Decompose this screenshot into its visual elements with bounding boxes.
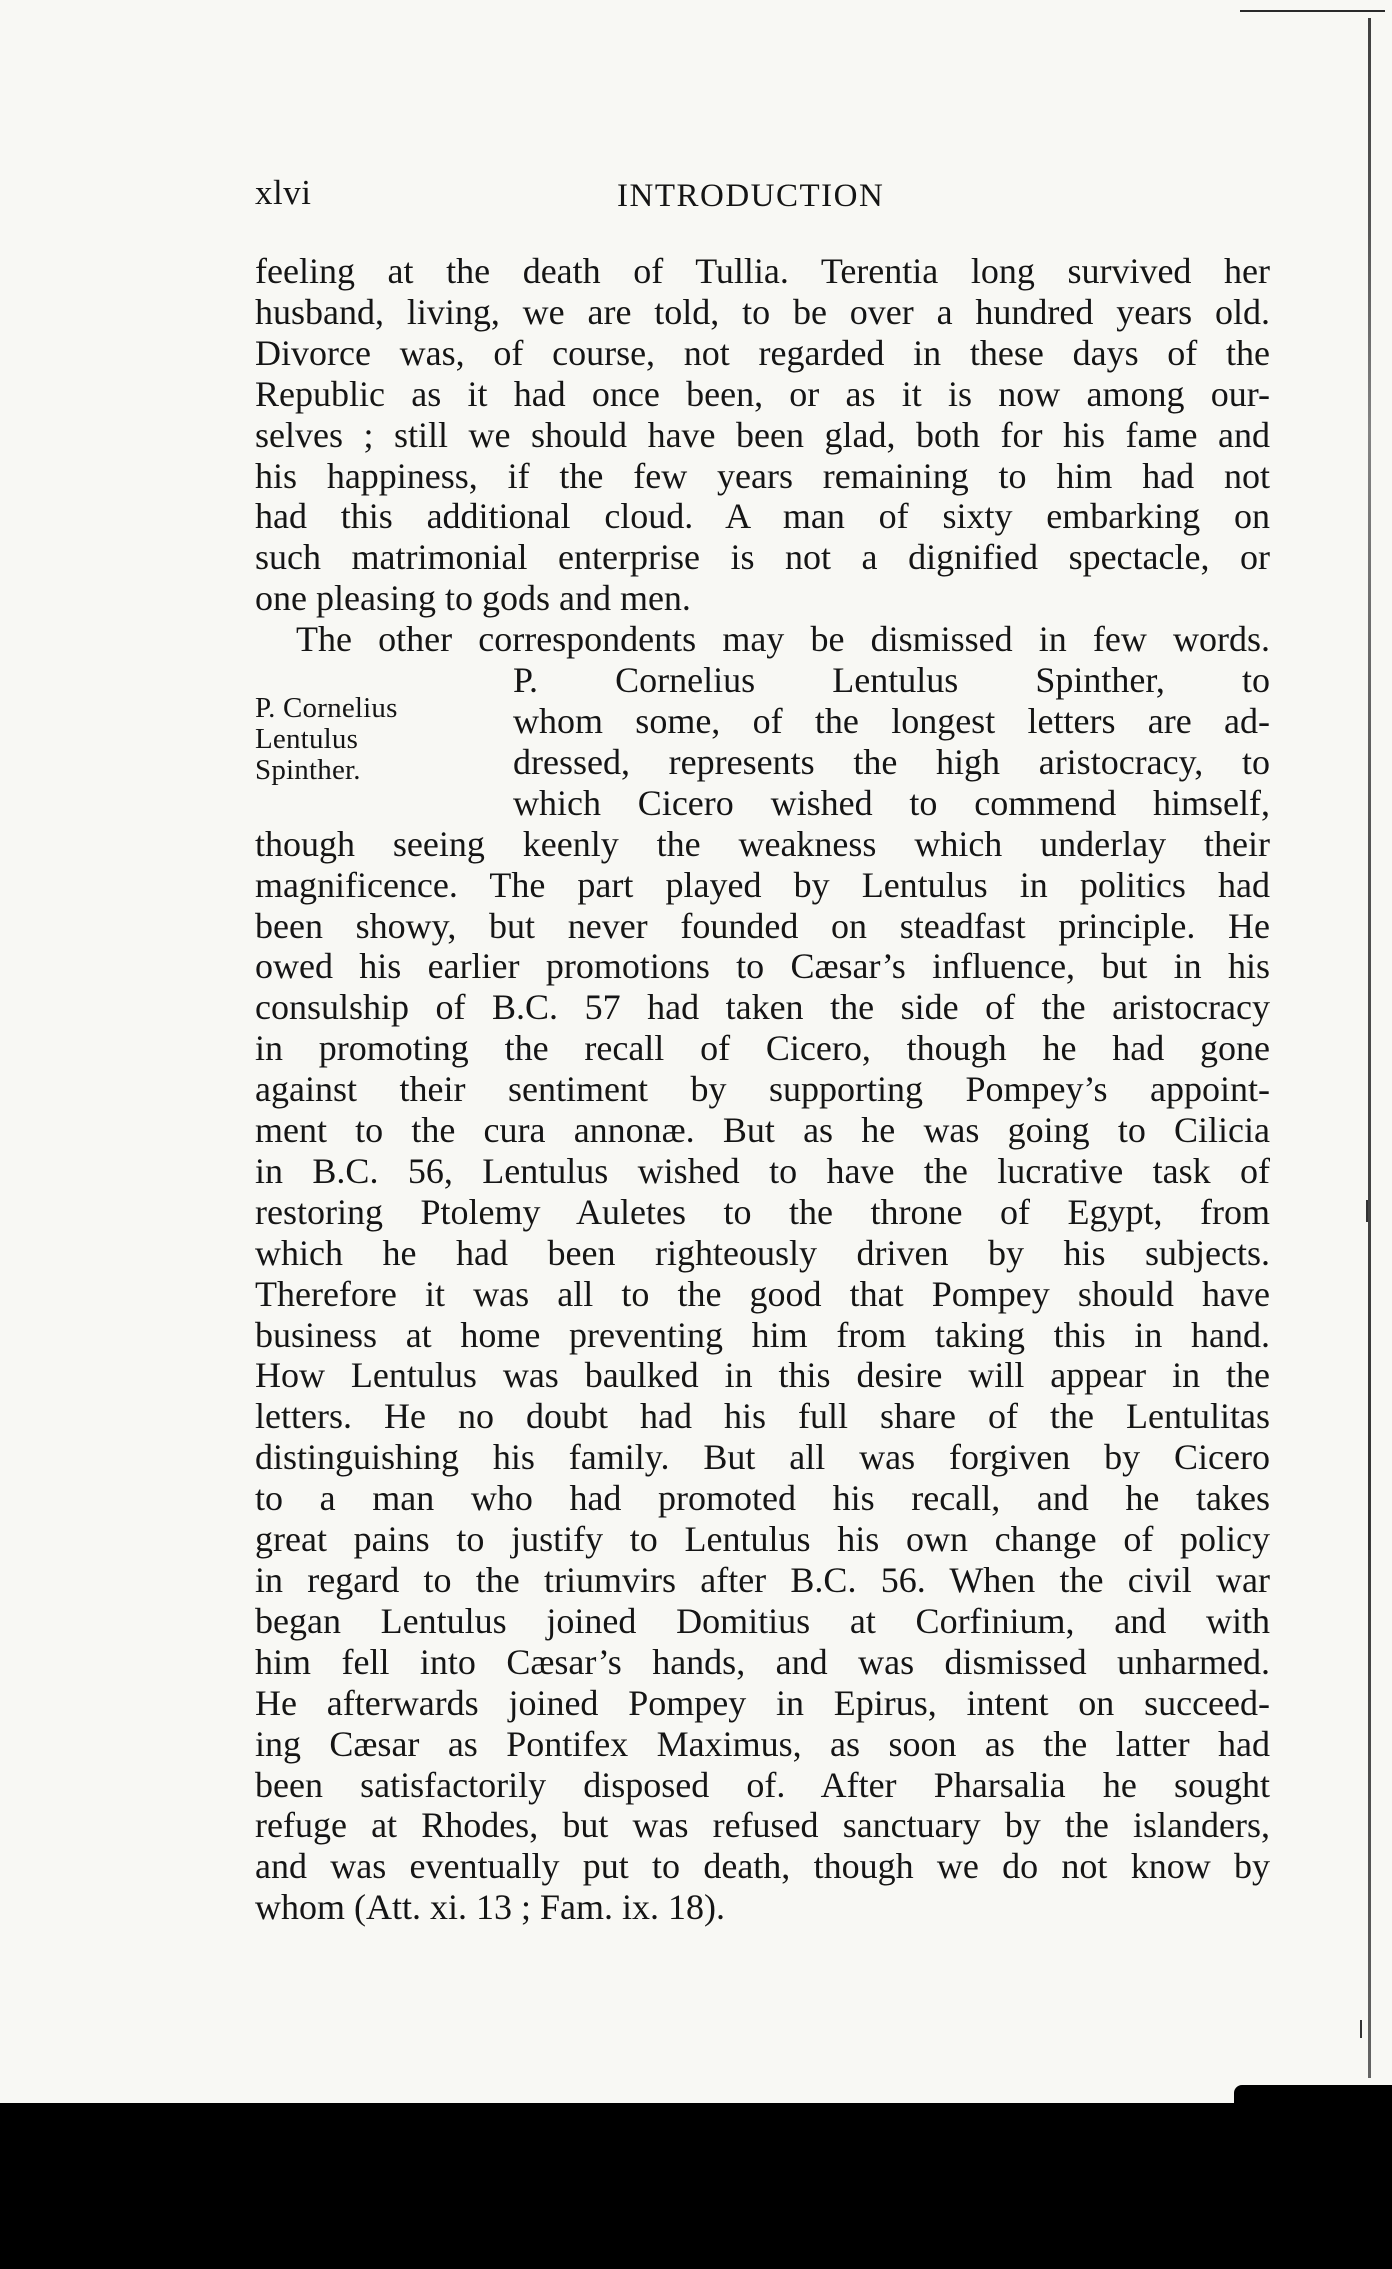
marginal-note-line: Lentulus [255,723,359,755]
text-line: his happiness, if the few years remaining to him had not [255,455,1270,496]
text-line: ing Cæsar as Pontifex Maximus, as soon as the latter had [255,1723,1270,1764]
text-line: against their sentiment by supporting Pompey’s appoint- [255,1069,1270,1110]
text-line: such matrimonial enterprise is not a dignified spectacle, or [255,537,1270,578]
text-line: Therefore it was all to the good that Pompey should have [255,1273,1270,1314]
text-line: Republic as it had once been, or as it is now among our- [255,373,1270,414]
text-line: How Lentulus was baulked in this desire will appear in the [255,1355,1270,1396]
text-line: him fell into Cæsar’s hands, and was dismissed unharmed. [255,1641,1270,1682]
edge-speck [1360,2020,1362,2038]
text-line: magnificence. The part played by Lentulus in politics had [255,864,1270,905]
text-line: great pains to justify to Lentulus his own change of policy [255,1519,1270,1560]
text-line: been showy, but never founded on steadfast principle. He [255,905,1270,946]
text-line: in promoting the recall of Cicero, though he had gone [255,1028,1270,1069]
text-line: and was eventually put to death, though we do not know by [255,1846,1270,1887]
text-line: letters. He no doubt had his full share of the Lentulitas [255,1396,1270,1437]
text-line: whom (Att. xi. 13 ; Fam. ix. 18). [255,1887,725,1928]
page-number: xlvi [255,173,312,212]
page-header [255,173,1265,223]
text-line: in B.C. 56, Lentulus wished to have the lucrative task of [255,1150,1270,1191]
text-line: began Lentulus joined Domitius at Corfinium, and with [255,1600,1270,1641]
top-edge-line [1240,10,1385,12]
text-line: to a man who had promoted his recall, and he takes [255,1478,1270,1519]
text-line: which Cicero wished to commend himself, [513,782,1270,823]
text-line: dressed, represents the high aristocracy, to [513,741,1270,782]
text-line: distinguishing his family. But all was forgiven by Cicero [255,1437,1270,1478]
text-line: Divorce was, of course, not regarded in these days of the [255,332,1270,373]
text-line: P. Cornelius Lentulus Spinther, to [513,660,1270,701]
text-line: The other correspondents may be dismissed in few words. [296,619,1270,660]
text-line: husband, living, we are told, to be over a hundred years old. [255,291,1270,332]
marginal-note-line: Spinther. [255,754,361,786]
text-line: whom some, of the longest letters are ad- [513,700,1270,741]
marginal-note-line: P. Cornelius [255,692,398,724]
text-line: refuge at Rhodes, but was refused sanctuary by the islanders, [255,1805,1270,1846]
running-title: INTRODUCTION [617,178,885,214]
text-line: in regard to the triumvirs after B.C. 56. When the civil war [255,1560,1270,1600]
scan-shadow-bump [1234,2085,1392,2105]
scan-bottom-shadow [0,2103,1392,2269]
page-right-edge-shadow [1368,18,1371,2078]
text-line: owed his earlier promotions to Cæsar’s influence, but in his [255,946,1270,987]
text-line: restoring Ptolemy Auletes to the throne of Egypt, from [255,1191,1270,1232]
text-line: though seeing keenly the weakness which underlay their [255,823,1270,864]
text-line: had this additional cloud. A man of sixty embarking on [255,496,1270,537]
text-line: ment to the cura annonæ. But as he was going to Cilicia [255,1110,1270,1151]
text-line: one pleasing to gods and men. [255,578,691,619]
body-text [255,251,1270,1928]
text-line: feeling at the death of Tullia. Terentia long survived her [255,251,1270,291]
text-line: which he had been righteously driven by his subjects. [255,1232,1270,1273]
text-line: He afterwards joined Pompey in Epirus, intent on succeed- [255,1682,1270,1723]
text-line: selves ; still we should have been glad, both for his fame and [255,414,1270,455]
text-line: business at home preventing him from taking this in hand. [255,1314,1270,1355]
text-line: been satisfactorily disposed of. After Pharsalia he sought [255,1764,1270,1805]
text-line: consulship of B.C. 57 had taken the side of the aristocracy [255,987,1270,1028]
edge-speck [1368,1510,1370,1550]
edge-speck [1366,1200,1368,1222]
